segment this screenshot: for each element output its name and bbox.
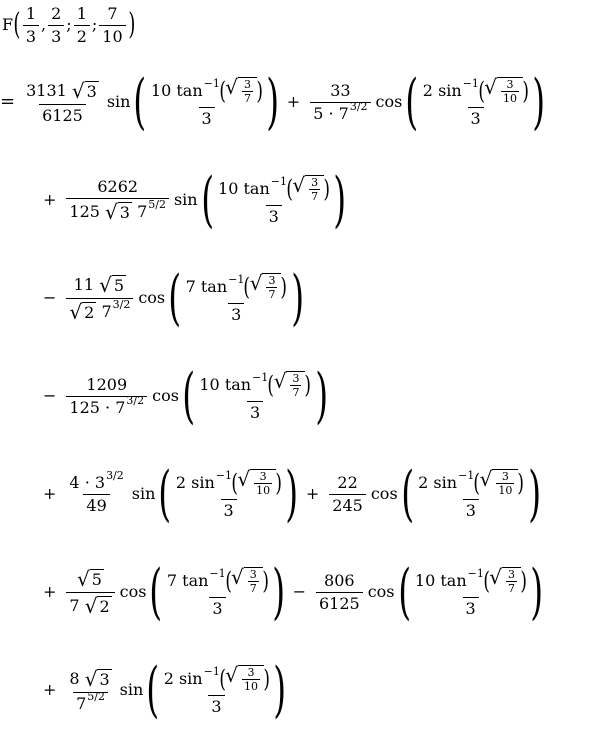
trig-argument: 7 tan −1 ( √ $\frac{3}{7}$ ) 3 (166, 565, 269, 618)
formula-line-1: = 3131 √ 3 6125 sin ( 10 tan −1 ( √ $\frac{3}{7}$ ) 3 ) + 33 5 · 7 3/2 cos ( 2 sin −1 ( √ $\frac{3}{10}$ ) 3 ) (0, 67, 546, 137)
formula-line-3: − 11 √ 5 √ 2 7 3/2 cos ( 7 tan −1 ( √ $\frac{3}{7}$ ) 3 ) (43, 263, 304, 333)
trig-argument: 10 tan −1 ( √ $\frac{3}{7}$ ) 3 (218, 173, 331, 226)
term-coefficient: 11 √ 5 √ 2 7 3/2 (66, 275, 133, 322)
term-coefficient: $\frac{806}{6125}$ (316, 573, 363, 612)
arg-fraction: $\frac{2}{3}$ (48, 6, 64, 45)
sin-function: sin (106, 92, 131, 111)
formula-line-6: + √ 5 7 √ 2 cos ( 7 tan −1 ( √ $\frac{3}{7}$ ) 3 ) − $\frac{806}{6125}$ cos ( 10 tan −1 ( √ $\frac{3}{7}$ ) 3 ) (43, 557, 544, 627)
term-coefficient: 4 · 3 3/2 49 (69, 469, 124, 515)
cos-function: cos (375, 92, 403, 111)
sin-function: sin (173, 190, 198, 209)
term-coefficient: $\frac{22}{245}$ (329, 475, 366, 514)
trig-argument: 10 tan −1 ( √ $\frac{3}{7}$ ) 3 (414, 565, 527, 618)
function-name: F (2, 15, 14, 34)
cos-function: cos (367, 582, 395, 601)
formula-line-5: + 4 · 3 3/2 49 sin ( 2 sin −1 ( √ $\frac{3}{10}$ ) 3 ) + $\frac{22}{245}$ cos ( 2 sin −1 ( √ $\frac{3}{10}$ ) 3 ) (43, 459, 541, 529)
sin-function: sin (131, 484, 156, 503)
close-paren: ) (127, 7, 135, 42)
trig-argument: 2 sin −1 ( √ $\frac{3}{10}$ ) 3 (422, 75, 530, 128)
trig-argument: 2 sin −1 ( √ $\frac{3}{10}$ ) 3 (418, 467, 525, 520)
term-coefficient: 33 5 · 7 3/2 (310, 83, 370, 122)
cos-function: cos (152, 386, 179, 405)
term-coefficient: 3131 √ 3 6125 (26, 78, 97, 125)
arg-fraction: $\frac{1}{2}$ (74, 6, 90, 45)
trig-argument: 10 tan −1 ( √ $\frac{3}{7}$ ) 3 (150, 75, 263, 128)
arg-fraction: $\frac{7}{10}$ (99, 6, 125, 45)
formula-line-2: + 6262 125 √ 3 7 5/2 sin ( 10 tan −1 ( √ $\frac{3}{7}$ ) 3 ) (43, 165, 347, 235)
arg-fraction: $\frac{1}{3}$ (23, 6, 39, 45)
term-coefficient: 1209 125 · 7 3/2 (66, 377, 147, 416)
term-coefficient: √ 5 7 √ 2 (66, 569, 114, 616)
formula-line-4: − 1209 125 · 7 3/2 cos ( 10 tan −1 ( √ $\frac{3}{7}$ ) 3 ) (43, 361, 328, 431)
term-coefficient: 8 √ 3 7 5/2 (69, 666, 110, 713)
cos-function: cos (119, 582, 147, 601)
trig-argument: 10 tan −1 ( √ $\frac{3}{7}$ ) 3 (199, 369, 312, 422)
trig-argument: 7 tan −1 ( √ $\frac{3}{7}$ ) 3 (185, 271, 288, 324)
equals-sign: = (0, 91, 16, 112)
cos-function: cos (370, 484, 398, 503)
sin-function: sin (119, 680, 144, 699)
term-coefficient: 6262 125 √ 3 7 5/2 (66, 179, 169, 222)
formula-line-7: + 8 √ 3 7 5/2 sin ( 2 sin −1 ( √ $\frac{3}{10}$ ) 3 ) (43, 655, 287, 725)
trig-argument: 2 sin −1 ( √ $\frac{3}{10}$ ) 3 (163, 663, 270, 716)
open-paren: ( (13, 7, 21, 42)
trig-argument: 2 sin −1 ( √ $\frac{3}{10}$ ) 3 (175, 467, 283, 520)
cos-function: cos (138, 288, 166, 307)
formula-lhs: F ( $\frac{1}{3}$ , $\frac{2}{3}$ ; $\frac{1}{2}$ ; $\frac{7}{10}$ ) (2, 3, 135, 46)
